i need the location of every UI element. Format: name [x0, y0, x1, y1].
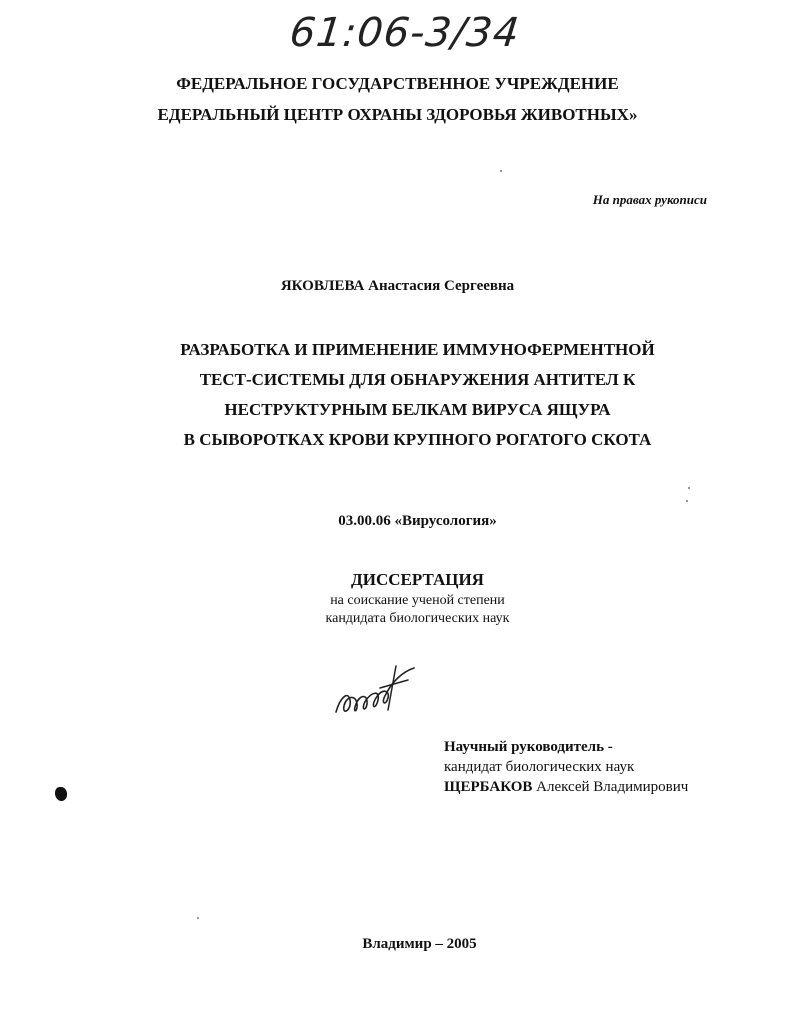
institution-line-1: ФЕДЕРАЛЬНОЕ ГОСУДАРСТВЕННОЕ УЧРЕЖДЕНИЕ	[176, 74, 619, 93]
archive-code-handwritten: 61:06-3/34	[287, 10, 522, 56]
signature	[330, 660, 425, 720]
degree-block	[20, 592, 795, 628]
author	[0, 278, 795, 295]
supervisor-degree: кандидат биологических наук	[444, 759, 635, 775]
work-type: ДИССЕРТАЦИЯ	[351, 570, 484, 589]
supervisor-given-names: Алексей Владимирович	[536, 779, 689, 795]
speck	[500, 170, 502, 172]
title-line: В СЫВОРОТКАХ КРОВИ КРУПНОГО РОГАТОГО СКОТА	[183, 430, 652, 449]
title-line: РАЗРАБОТКА И ПРИМЕНЕНИЕ ИММУНОФЕРМЕНТНОЙ	[180, 340, 655, 359]
speck	[686, 500, 688, 502]
supervisor-label: Научный руководитель -	[444, 739, 613, 755]
title-line: ТЕСТ-СИСТЕМЫ ДЛЯ ОБНАРУЖЕНИЯ АНТИТЕЛ К	[199, 370, 636, 389]
speck	[197, 917, 199, 919]
title-line: НЕСТРУКТУРНЫМ БЕЛКАМ ВИРУСА ЯЩУРА	[224, 400, 611, 419]
supervisor-surname: ЩЕРБАКОВ	[444, 779, 533, 795]
speck	[688, 487, 690, 489]
supervisor-block	[444, 737, 688, 797]
author-surname: ЯКОВЛЕВА	[280, 278, 365, 294]
institution-line-2: ЕДЕРАЛЬНЫЙ ЦЕНТР ОХРАНЫ ЗДОРОВЬЯ ЖИВОТНЫХ»	[157, 105, 638, 124]
supervisor-name	[444, 777, 688, 797]
degree-line: кандидата биологических наук	[325, 611, 510, 626]
rights-note: На правах рукописи	[592, 192, 707, 207]
dissertation-title	[30, 335, 795, 455]
city-year: Владимир – 2005	[362, 936, 477, 952]
author-given-names: Анастасия Сергеевна	[368, 278, 515, 294]
degree-line: на соискание ученой степени	[330, 593, 505, 608]
margin-ink-mark	[55, 787, 67, 801]
specialty: 03.00.06 «Вирусология»	[338, 513, 497, 529]
